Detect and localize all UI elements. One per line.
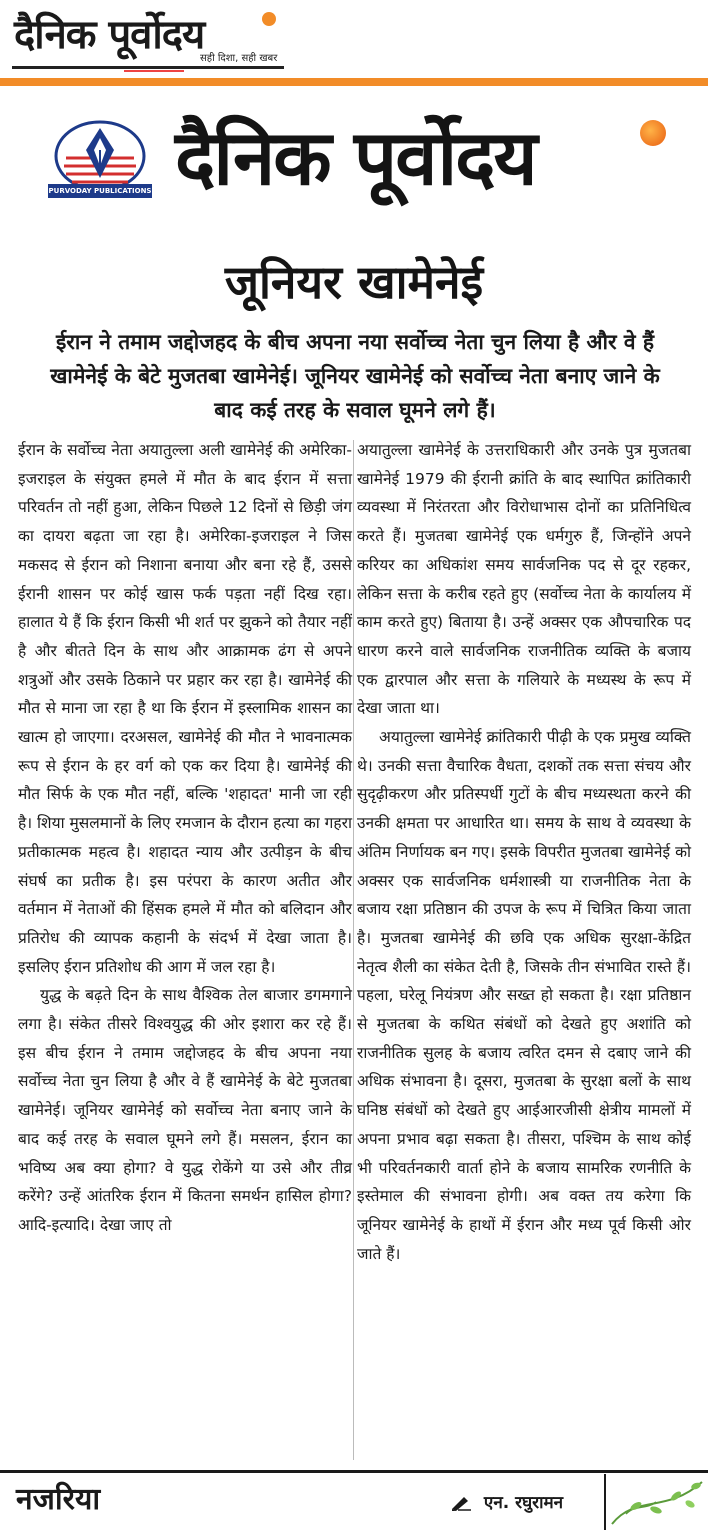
article-paragraph: अयातुल्ला खामेनेई के उत्तराधिकारी और उनके पुत्र मुजतबा खामेनेई 1979 की ईरानी क्रांति के बाद स्थापित क्रांतिकारी व्यवस्था में निरंतरता और विरोधाभास दोनों का प्रतिनिधित्व करते हैं। मुजतबा खामेनेई एक धर्मगुरु हैं, जिन्होंने अपने करियर का अधिकांश समय सार्वजनिक पद से दूर रहकर, लेकिन सत्ता के करीब रहते हुए (सर्वोच्च नेता के कार्यालय में काम करते हुए) बिताया है। उन्हें अक्सर एक औपचारिक पद धारण करने वाले सार्वजनिक राजनीतिक व्यक्ति के बजाय एक द्वारपाल और सत्ता के गलियारे के मध्यस्थ के रूप में देखा जाता था। — [357, 441, 691, 718]
emblem-label: PURVODAY PUBLICATIONS — [48, 184, 152, 198]
logo-sun-icon — [262, 12, 276, 26]
article-paragraph: अयातुल्ला खामेनेई क्रांतिकारी पीढ़ी के एक प्रमुख व्यक्ति थे। उनकी सत्ता वैचारिक वैधता, दशकों तक सत्ता संचय और सुदृढ़ीकरण और प्रतिस्पर्धी गुटों के बीच मध्यस्थता करने की उनकी क्षमता पर आधारित था। समय के साथ वे व्यवस्था के अंतिम निर्णायक बन गए। इसके विपरीत मुजतबा खामेनेई को अक्सर एक सार्वजनिक धर्मशास्त्री या राजनीतिक नेता के बजाय रक्षा प्रतिष्ठान की उपज के रूप में चित्रित किया जाता है। मुजतबा खामेनेई की छवि एक अधिक सुरक्षा-केंद्रित नेतृत्व शैली का संकेत देती है, जिसके तीन संभावित रास्ते हैं। पहला, घरेलू नियंत्रण और सख्त हो सकता है। रक्षा प्रतिष्ठान से मुजतबा के कथित संबंधों को देखते हुए अशांति को राजनीतिक सुलह के बजाय त्वरित दमन से दबाए जाने की अधिक संभावना है। दूसरा, मुजतबा के सुरक्षा बलों के साथ घनिष्ठ संबंधों को देखते हुए आईआरजीसी क्षेत्रीय मामलों में अपना प्रभाव बढ़ा सकता है। तीसरा, पश्चिम के साथ कोई भी परिवर्तनकारी वार्ता होने के बजाय सामरिक रणनीति के इस्तेमाल की संभावना होगी। अब वक्त तय करेगा कि जूनियर खामेनेई के हाथों में ईरान और मध्य पूर्व किसी ओर जाते हैं। — [357, 728, 691, 1263]
masthead-sun-icon — [640, 120, 666, 146]
article-paragraph: युद्ध के बढ़ते दिन के साथ वैश्विक तेल बाजार डगमगाने लगा है। संकेत तीसरे विश्वयुद्ध की ओर इशारा कर रहे हैं। इस बीच ईरान ने तमाम जद्दोजहद के बीच अपना नया सर्वोच्च नेता चुन लिया है और वे हैं खामेनेई के बेटे मुजतबा खामेनेई। जूनियर खामेनेई को सर्वोच्च नेता बनाए जाने के बाद कई तरह के सवाल घूमने लगे हैं। मसलन, ईरान का भविष्य अब क्या होगा? वे युद्ध रोकेंगे या उसे और तीव्र करेंगे? उन्हें आंतरिक ईरान में कितना समर्थन हासिल होगा? आदि-इत्यादि। देखा जाए तो — [18, 986, 352, 1234]
top-strip — [0, 0, 708, 86]
top-tagline: सही दिशा, सही खबर — [200, 53, 278, 64]
footer-rule — [0, 1470, 708, 1473]
column-divider — [353, 440, 354, 1460]
vine-decoration-icon — [606, 1474, 706, 1530]
masthead-title: दैनिक पूर्वोदय — [175, 113, 536, 202]
article-column-right — [357, 436, 691, 1268]
top-logo: दैनिक पूर्वोदय — [14, 12, 205, 58]
author-byline — [450, 1488, 563, 1518]
article-headline: जूनियर खामेनेई — [224, 255, 484, 309]
article-column-left — [18, 436, 352, 1240]
top-rule — [12, 66, 284, 69]
author-name: एन. रघुरामन — [483, 1493, 564, 1513]
section-label: नजरिया — [16, 1482, 101, 1517]
article-deck: ईरान ने तमाम जद्दोजहद के बीच अपना नया सर्वोच्च नेता चुन लिया है और वे हैं खामेनेई के बेटे मुजतबा खामेनेई। जूनियर खामेनेई को सर्वोच्च नेता बनाए जाने के बाद कई तरह के सवाल घूमने लगे हैं। — [50, 330, 660, 422]
top-rule-accent — [124, 70, 184, 72]
article-paragraph: ईरान के सर्वोच्च नेता अयातुल्ला अली खामेनेई की अमेरिका-इजराइल के संयुक्त हमले में मौत के बाद ईरान में सत्ता परिवर्तन तो नहीं हुआ, लेकिन पिछले 12 दिनों से छिड़ी जंग का दायरा बढ़ता जा रहा है। अमेरिका-इजराइल ने जिस मकसद से ईरान को निशाना बनाया और बना रहे हैं, उससे ईरानी शासन पर कोई खास फर्क पड़ता नहीं दिख रहा। हालात ये हैं कि ईरान किसी भी शर्त पर झुकने को तैयार नहीं है और बीतते दिन के साथ और आक्रामक ढंग से अपने शत्रुओं और उसके ठिकाने पर प्रहार कर रहा है। खामेनेई की मौत से माना जा रहा है था कि ईरान में इस्लामिक शासन का खात्म हो जाएगा। दरअसल, खामेनेई की मौत ने भावनात्मक रूप से ईरान के हर वर्ग को एक कर दिया है। खामेनेई की मौत सिर्फ के एक मौत नहीं, बल्कि 'शहादत' मानी जा रही है। शिया मुसलमानों के लिए रमजान के दौरान हत्या का गहरा प्रतीकात्मक महत्व है। शहादत न्याय और उत्पीड़न के बीच संघर्ष का प्रतीक है। इस परंपरा के कारण अतीत और वर्तमान में नेताओं की हिंसक हमले में मौत को बलिदान और प्रतिरोध की व्यापक कहानी के संदर्भ में देखा जाता है। इसलिए ईरान प्रतिशोध की आग में जल रहा है। — [18, 441, 352, 976]
orange-band — [0, 78, 708, 86]
pen-icon — [450, 1495, 472, 1511]
